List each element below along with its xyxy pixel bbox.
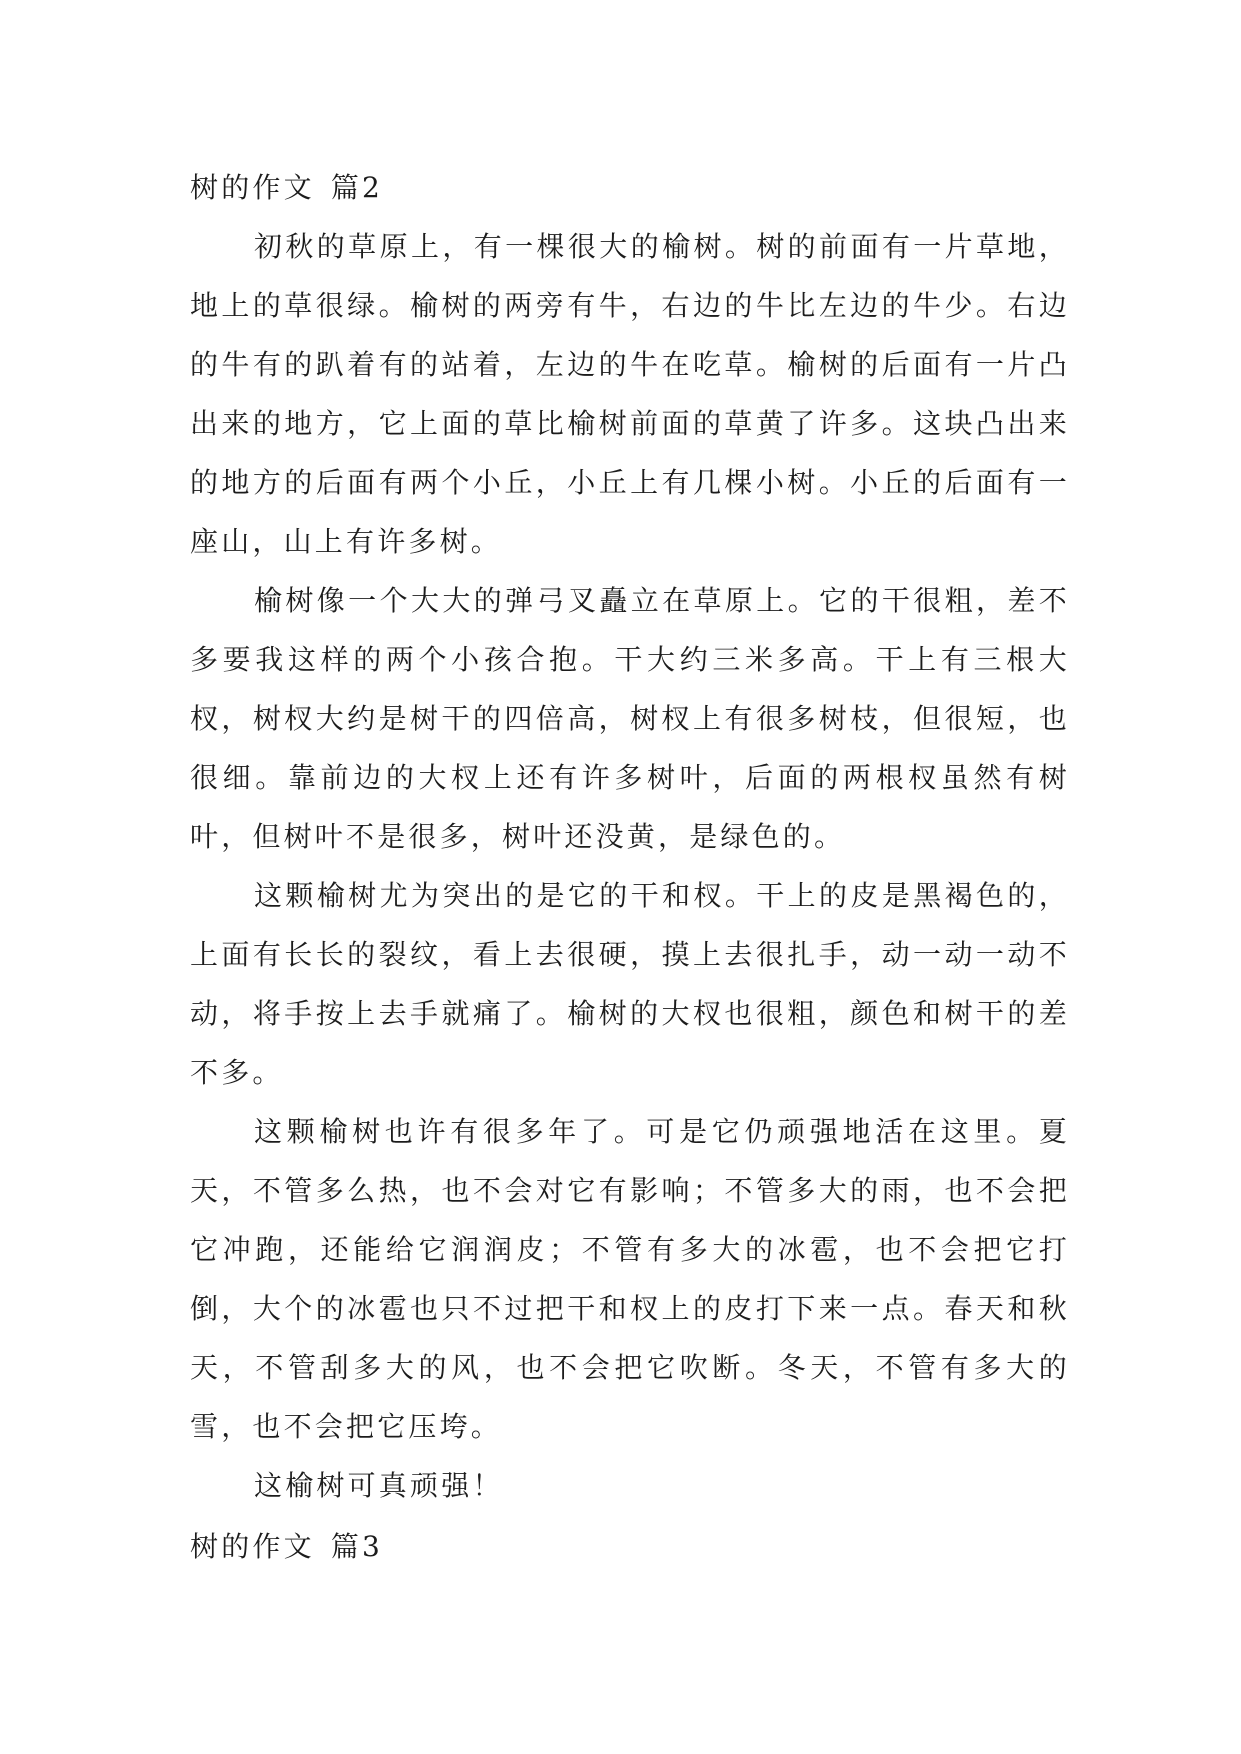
- paragraph-3: 这颗榆树尤为突出的是它的干和杈。干上的皮是黑褐色的，上面有长长的裂纹，看上去很硬，摸上去很扎手，动一动一动不动，将手按上去手就痛了。榆树的大杈也很粗，颜色和树干的差不多。: [190, 879, 1070, 1089]
- paragraph-2: 榆树像一个大大的弹弓叉矗立在草原上。它的干很粗，差不多要我这样的两个小孩合抱。干大约三米多高。干上有三根大杈，树杈大约是树干的四倍高，树杈上有很多树枝，但很短，也很细。靠前边的大杈上还有许多树叶，后面的两根杈虽然有树叶，但树叶不是很多，树叶还没黄，是绿色的。: [190, 584, 1070, 853]
- section-number: 篇3: [330, 1530, 384, 1563]
- section-title-text: 树的作文: [190, 1530, 315, 1563]
- paragraph-5: 这榆树可真顽强！: [254, 1469, 504, 1502]
- paragraph-1: 初秋的草原上，有一棵很大的榆树。树的前面有一片草地，地上的草很绿。榆树的两旁有牛，右边的牛比左边的牛少。右边的牛有的趴着有的站着，左边的牛在吃草。榆树的后面有一片凸出来的地方，它上面的草比榆树前面的草黄了许多。这块凸出来的地方的后面有两个小丘，小丘上有几棵小树。小丘的后面有一座山，山上有许多树。: [190, 230, 1070, 558]
- paragraph-4: 这颗榆树也许有很多年了。可是它仍顽强地活在这里。夏天，不管多么热，也不会对它有影响；不管多大的雨，也不会把它冲跑，还能给它润润皮；不管有多大的冰雹，也不会把它打倒，大个的冰雹也只不过把干和杈上的皮打下来一点。春天和秋天，不管刮多大的风，也不会把它吹断。冬天，不管有多大的雪，也不会把它压垮。: [190, 1115, 1070, 1443]
- section-title-3: [190, 1517, 1070, 1576]
- section-number: 篇2: [330, 171, 384, 204]
- section-title-2: [190, 158, 1070, 217]
- section-title-text: 树的作文: [190, 171, 315, 204]
- article-body: [190, 158, 1070, 1576]
